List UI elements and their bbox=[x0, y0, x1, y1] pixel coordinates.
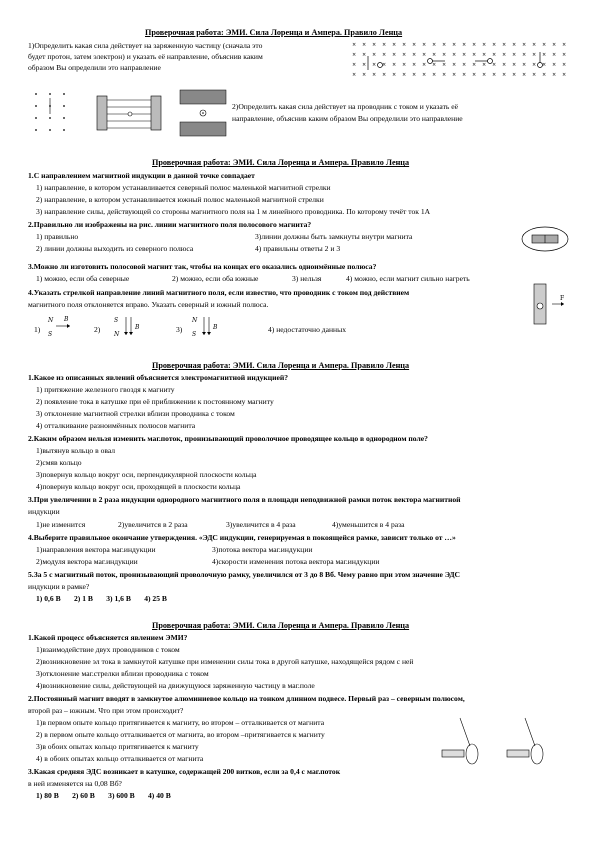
s4-q1-o2: 2)возникновение эл тока в замкнутой катушке при изменении силы тока в другой катушке, находящейся рядом с ней bbox=[36, 657, 414, 666]
s2-q2-o2: 2) линии должны выходить из северного полюса bbox=[36, 244, 194, 253]
cross-mark: × bbox=[492, 42, 497, 48]
cross-mark: × bbox=[432, 72, 437, 78]
s2-q3-o3: 3) нельзя bbox=[292, 274, 322, 283]
cross-mark: × bbox=[422, 62, 427, 68]
svg-text:N: N bbox=[114, 331, 120, 338]
cross-mark: × bbox=[472, 52, 477, 58]
cross-mark: × bbox=[522, 72, 527, 78]
s2-q3-o1: 1) можно, если оба северные bbox=[36, 274, 130, 283]
cross-mark: × bbox=[422, 42, 427, 48]
cross-mark: × bbox=[562, 52, 567, 58]
section2-title: Проверочная работа: ЭМИ. Сила Лоренца и Ампера. Правило Ленца bbox=[152, 158, 410, 167]
cross-mark: × bbox=[392, 52, 397, 58]
cross-mark: × bbox=[442, 52, 447, 58]
cross-mark: × bbox=[452, 42, 457, 48]
s4-q3-line1: 3.Какая средняя ЭДС возникает в катушке, содержащей 200 витков, если за 0,4 с маг.поток bbox=[28, 767, 341, 776]
s2-q2-o4: 4) правильны ответы 2 и 3 bbox=[255, 244, 341, 253]
cross-mark: × bbox=[372, 52, 377, 58]
svg-text:N: N bbox=[48, 317, 54, 324]
cross-mark: × bbox=[422, 72, 427, 78]
cross-mark: × bbox=[362, 62, 367, 68]
cross-mark: × bbox=[402, 42, 407, 48]
cross-mark: × bbox=[392, 62, 397, 68]
s3-q1-o4: 4) отталкивание разноимённых полюсов магнита bbox=[36, 421, 196, 430]
cross-mark: × bbox=[532, 52, 537, 58]
cross-mark: × bbox=[532, 42, 537, 48]
section1-title: Проверочная работа: ЭМИ. Сила Лоренца и Ампера. Правило Ленца bbox=[145, 28, 403, 37]
cross-mark: × bbox=[562, 72, 567, 78]
svg-text:S: S bbox=[192, 331, 197, 338]
svg-text:B: B bbox=[213, 324, 218, 331]
s1-q2-line2: направление, объяснив каким образом Вы определили это направление bbox=[232, 114, 463, 123]
s2-q4-a2: 2) bbox=[94, 325, 101, 334]
cross-mark: × bbox=[382, 52, 387, 58]
s1-q1-line3: образом Вы определили это направление bbox=[28, 63, 161, 72]
answer-3-figure bbox=[190, 313, 222, 339]
cross-mark: × bbox=[512, 62, 517, 68]
cross-mark: × bbox=[462, 42, 467, 48]
s1-q1-line1: 1)Определить какая сила действует на заряженную частицу (сначала это bbox=[28, 41, 263, 50]
s4-q1-o4: 4)возникновение силы, действующей на движущуюся заряженную частицу в маг.поле bbox=[36, 681, 315, 690]
cross-mark: × bbox=[362, 52, 367, 58]
s3-q2-o3: 3)повернув кольцо вокруг оси, перпендикулярной плоскости кольца bbox=[36, 470, 257, 479]
cross-mark: × bbox=[522, 62, 527, 68]
s1-q1-line2: будет протон, затем электрон) и указать её направление, объяснив каким bbox=[28, 52, 263, 61]
cross-mark: × bbox=[352, 72, 357, 78]
cross-mark: × bbox=[382, 72, 387, 78]
s3-q4-o2: 2)модуля вектора маг.индукции bbox=[36, 557, 138, 566]
s4-q2-o4: 4) в обоих опытах кольцо отталкивается от магнита bbox=[36, 754, 204, 763]
s2-q1-o2: 2) направление, в котором устанавливается южный полюс маленькой магнитной стрелки bbox=[36, 195, 324, 204]
cross-mark: × bbox=[532, 72, 537, 78]
cross-mark: × bbox=[372, 62, 377, 68]
cross-mark: × bbox=[402, 62, 407, 68]
s2-q2-o1: 1) правильно bbox=[36, 232, 79, 241]
cross-mark: × bbox=[502, 72, 507, 78]
svg-text:B: B bbox=[135, 324, 140, 331]
cross-mark: × bbox=[432, 42, 437, 48]
cross-mark: × bbox=[432, 52, 437, 58]
s4-q1-o3: 3)отклонение маг.стрелки вблизи проводника с током bbox=[36, 669, 209, 678]
cross-mark: × bbox=[482, 52, 487, 58]
cross-mark: × bbox=[412, 62, 417, 68]
s2-q4-a4: 4) недостаточно данных bbox=[268, 325, 347, 334]
s2-q4-line1: 4.Указать стрелкой направление линий магнитного поля, если известно, что проводник с током под действием bbox=[28, 288, 410, 297]
section3-title: Проверочная работа: ЭМИ. Сила Лоренца и Ампера. Правило Ленца bbox=[152, 361, 410, 370]
s3-q3-o4: 4)уменьшится в 4 раза bbox=[332, 520, 405, 529]
cross-mark: × bbox=[512, 42, 517, 48]
s3-q3-o2: 2)увеличится в 2 раза bbox=[118, 520, 188, 529]
s3-q3-o3: 3)увеличится в 4 раза bbox=[226, 520, 296, 529]
s3-q5-options: 1) 0,6 В 2) 1 В 3) 1,6 В 4) 25 В bbox=[36, 594, 167, 603]
cross-mark: × bbox=[462, 62, 467, 68]
s3-q5-line1: 5.За 5 с магнитный поток, пронизывающий проволочную рамку, увеличился от 3 до 8 Вб. Чему равно при этом значение ЭДС bbox=[28, 570, 461, 579]
s2-q2-o3: 3)линии должны быть замкнуты внутри магнита bbox=[255, 232, 413, 241]
cross-mark: × bbox=[502, 52, 507, 58]
svg-text:B: B bbox=[64, 316, 69, 323]
s2-q1-o3: 3) направление силы, действующей со стороны магнитного поля на 1 м линейного проводника. По которому течёт ток 1А bbox=[36, 207, 431, 216]
cross-mark: × bbox=[552, 52, 557, 58]
cross-mark: × bbox=[482, 62, 487, 68]
s3-q4-o4: 4)скорости изменения потока вектора маг.индукции bbox=[212, 557, 380, 566]
cross-mark: × bbox=[422, 52, 427, 58]
cross-mark: × bbox=[472, 72, 477, 78]
s2-q3: 3.Можно ли изготовить полосовой магнит так, чтобы на концах его оказались одноимённые полюса? bbox=[28, 262, 377, 271]
cross-mark: × bbox=[392, 42, 397, 48]
cross-mark: × bbox=[452, 72, 457, 78]
cross-mark: × bbox=[522, 52, 527, 58]
cross-mark: × bbox=[492, 62, 497, 68]
s3-q1-o1: 1) притяжение железного гвоздя к магниту bbox=[36, 385, 175, 394]
cross-mark: × bbox=[512, 52, 517, 58]
cross-mark: × bbox=[562, 62, 567, 68]
cross-mark: × bbox=[552, 42, 557, 48]
ring-magnet-figure bbox=[440, 716, 570, 776]
cross-mark: × bbox=[532, 62, 537, 68]
cross-mark: × bbox=[462, 52, 467, 58]
dot-field-figure bbox=[28, 88, 72, 138]
s3-q3-line1: 3.При увеличении в 2 раза индукции однородного магнитного поля в площади неподвижной рамки поток вектора магнитной bbox=[28, 495, 461, 504]
s4-q3-line2: в ней изменяется на 0,08 Вб? bbox=[28, 779, 122, 788]
cross-mark: × bbox=[522, 42, 527, 48]
cross-mark: × bbox=[352, 62, 357, 68]
cross-mark: × bbox=[352, 52, 357, 58]
cross-mark: × bbox=[372, 72, 377, 78]
cross-mark: × bbox=[542, 52, 547, 58]
s3-q1-o2: 2) появление тока в катушке при её приближении к постоянному магниту bbox=[36, 397, 274, 406]
cross-mark: × bbox=[452, 62, 457, 68]
cross-mark: × bbox=[542, 62, 547, 68]
s3-q2: 2.Каким образом нельзя изменить маг.поток, пронизывающий проволочное проводящее кольцо в однородном поле? bbox=[28, 434, 428, 443]
s4-q2-o2: 2) в первом опыте кольцо отталкивается от магнита, во втором –притягивается к магниту bbox=[36, 730, 325, 739]
cross-mark: × bbox=[462, 72, 467, 78]
answer-1-figure bbox=[46, 313, 74, 339]
s3-q2-o4: 4)повернув кольцо вокруг оси, проходящей в плоскости кольца bbox=[36, 482, 241, 491]
conductor-magnet-figure bbox=[178, 88, 228, 138]
s2-q1: 1.С направлением магнитной индукции в данной точке совпадает bbox=[28, 171, 255, 180]
s2-q1-o1: 1) направление, в котором устанавливается северный полюс маленькой магнитной стрелки bbox=[36, 183, 331, 192]
s4-q3-options: 1) 80 В 2) 60 В 3) 600 В 4) 40 В bbox=[36, 791, 171, 800]
cross-mark: × bbox=[382, 62, 387, 68]
cross-mark: × bbox=[542, 42, 547, 48]
cross-mark: × bbox=[352, 42, 357, 48]
s3-q4-o1: 1)направления вектора маг.индукции bbox=[36, 545, 156, 554]
cross-mark: × bbox=[442, 42, 447, 48]
cross-mark: × bbox=[512, 72, 517, 78]
s2-q4-a3: 3) bbox=[176, 325, 183, 334]
cross-mark: × bbox=[442, 62, 447, 68]
cross-mark: × bbox=[412, 72, 417, 78]
s2-q3-o4: 4) можно, если магнит сильно нагреть bbox=[346, 274, 470, 283]
cross-mark: × bbox=[372, 42, 377, 48]
cross-mark: × bbox=[482, 42, 487, 48]
s3-q3-line2: индукции bbox=[28, 507, 60, 516]
cross-field-figure bbox=[350, 40, 568, 82]
s2-q3-o2: 2) можно, если оба южные bbox=[172, 274, 259, 283]
s4-q2-line1: 2.Постоянный магнит вводят в замкнутое алюминиевое кольцо на тонком длинном подвесе. Первый раз – северным полюсом, bbox=[28, 694, 465, 703]
s1-q2-line1: 2)Определить какая сила действует на проводник с током и указать её bbox=[232, 102, 459, 111]
cross-mark: × bbox=[562, 42, 567, 48]
cross-mark: × bbox=[482, 72, 487, 78]
s3-q1: 1.Какое из описанных явлений объясняется электромагнитной индукцией? bbox=[28, 373, 289, 382]
s2-q4-line2: магнитного поля отклоняется вправо. Указать северный и южный полюса. bbox=[28, 300, 269, 309]
s3-q5-line2: индукции в рамке? bbox=[28, 582, 90, 591]
cross-mark: × bbox=[402, 52, 407, 58]
s2-q2: 2.Правильно ли изображены на рис. линии магнитного поля полосового магнита? bbox=[28, 220, 312, 229]
cross-mark: × bbox=[402, 72, 407, 78]
s4-q2-line2: второй раз – южным. Что при этом происходит? bbox=[28, 706, 184, 715]
s3-q1-o3: 3) отклонение магнитной стрелки вблизи проводника с током bbox=[36, 409, 235, 418]
cross-mark: × bbox=[412, 52, 417, 58]
cross-mark: × bbox=[412, 42, 417, 48]
cross-mark: × bbox=[552, 72, 557, 78]
cross-mark: × bbox=[442, 72, 447, 78]
cross-mark: × bbox=[432, 62, 437, 68]
s3-q4: 4.Выберите правильное окончание утверждения. «ЭДС индукции, генерируемая в покоящейся рамке, зависит только от …» bbox=[28, 533, 456, 542]
cross-mark: × bbox=[452, 52, 457, 58]
svg-text:S: S bbox=[114, 317, 119, 324]
svg-text:F: F bbox=[560, 295, 565, 302]
s3-q2-o1: 1)вытянув кольцо в овал bbox=[36, 446, 116, 455]
cross-mark: × bbox=[472, 62, 477, 68]
cross-mark: × bbox=[392, 72, 397, 78]
s3-q3-o1: 1)не изменится bbox=[36, 520, 86, 529]
cross-mark: × bbox=[362, 72, 367, 78]
s3-q4-o3: 3)потока вектора маг.индукции bbox=[212, 545, 313, 554]
s2-q4-a1: 1) bbox=[34, 325, 41, 334]
cross-mark: × bbox=[502, 62, 507, 68]
cross-mark: × bbox=[492, 72, 497, 78]
cross-mark: × bbox=[472, 42, 477, 48]
s4-q2-o1: 1)в первом опыте кольцо притягивается к магниту, во втором – отталкивается от магнита bbox=[36, 718, 325, 727]
particle-3 bbox=[488, 59, 493, 64]
s3-q2-o2: 2)смяв кольцо bbox=[36, 458, 82, 467]
cross-mark: × bbox=[542, 72, 547, 78]
bar-magnet-figure bbox=[520, 224, 570, 254]
svg-text:N: N bbox=[192, 317, 198, 324]
s4-q1: 1.Какой процесс объясняется явлением ЭМИ? bbox=[28, 633, 188, 642]
cross-mark: × bbox=[552, 62, 557, 68]
cross-mark: × bbox=[502, 42, 507, 48]
answer-2-figure bbox=[112, 313, 144, 339]
s4-q1-o1: 1)взаимодействие двух проводников с током bbox=[36, 645, 180, 654]
particle-2 bbox=[428, 59, 433, 64]
section4-title: Проверочная работа: ЭМИ. Сила Лоренца и Ампера. Правило Ленца bbox=[152, 621, 410, 630]
cross-mark: × bbox=[362, 42, 367, 48]
cross-mark: × bbox=[382, 42, 387, 48]
conductor-poles-figure bbox=[530, 282, 570, 326]
svg-text:S: S bbox=[48, 331, 53, 338]
cross-mark: × bbox=[492, 52, 497, 58]
s4-q2-o3: 3)в обоих опытах кольцо притягивается к магниту bbox=[36, 742, 199, 751]
magnet-lines-figure bbox=[95, 88, 163, 138]
